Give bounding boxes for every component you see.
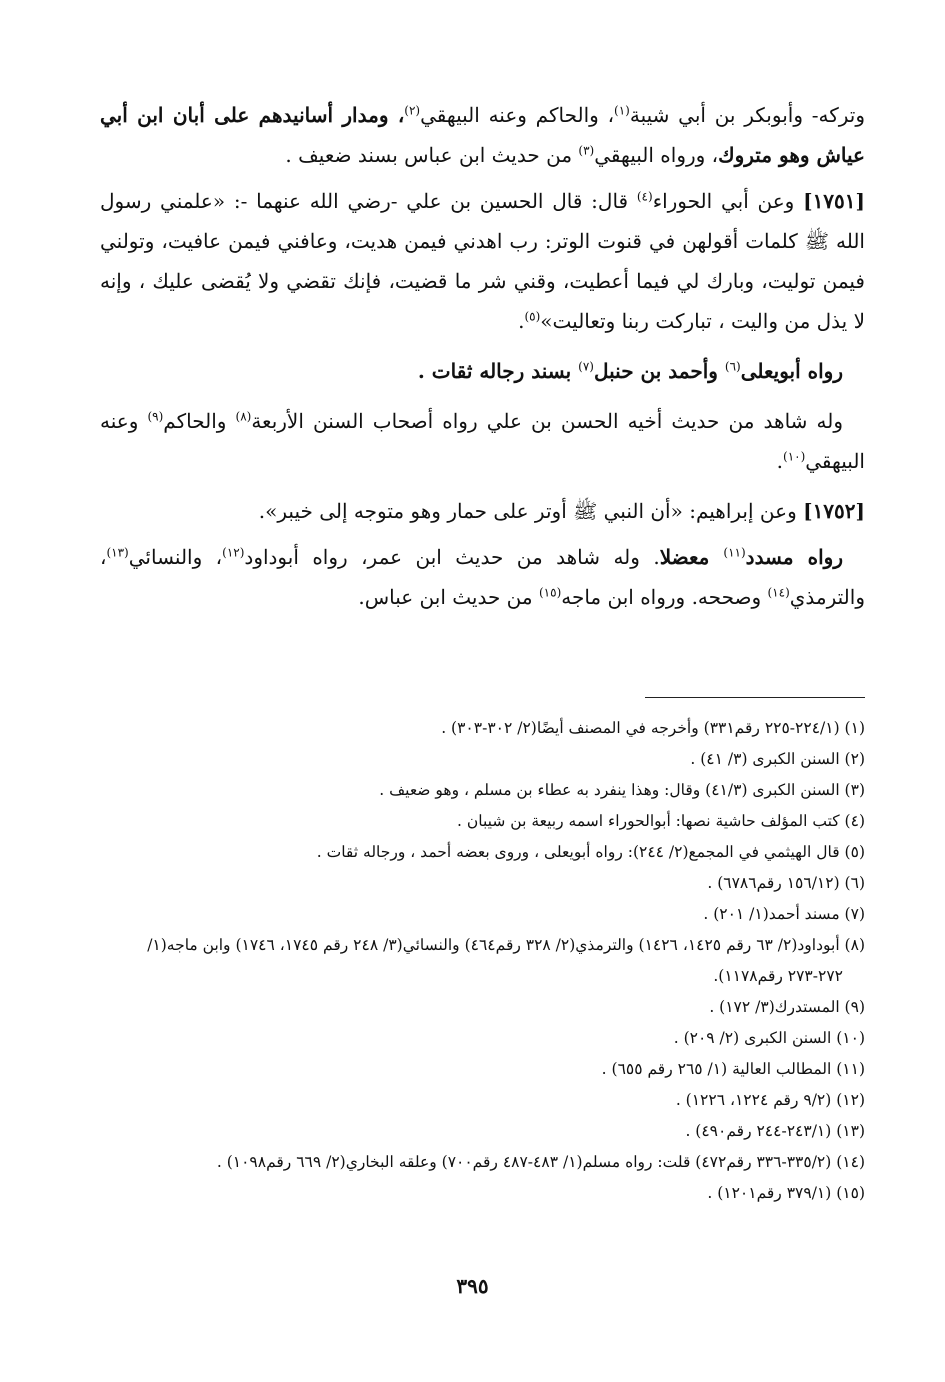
footnote-ref: (٤) — [636, 189, 653, 204]
hadith-number: [١٧٥٢] — [803, 499, 865, 523]
text: . وله شاهد من حديث ابن عمر، رواه أبوداود — [244, 545, 660, 569]
text: والحاكم — [163, 409, 236, 433]
footnote-13: (١٣) (٢٤٣/١-٢٤٤ رقم٤٩٠) . — [685, 1122, 865, 1140]
bold-text: معضلا — [659, 545, 724, 569]
paragraph-1752 — [100, 491, 865, 531]
page-number: ٣٩٥ — [456, 1274, 489, 1298]
footnote-4: (٤) كتب المؤلف حاشية نصها: أبوالحوراء اسمه ربيعة بن شيبان . — [457, 812, 865, 830]
footnote-ref: (١٤) — [767, 585, 790, 600]
footnote-1: (١) (٢٢٤/١-٢٢٥ رقم٣٣١) وأخرجه في المصنف أيضًا(٢/ ٣٠٢-٣٠٣) . — [441, 719, 865, 737]
footnote-8: (٨) أبوداود(٢/ ٦٣ رقم ١٤٢٥، ١٤٢٦) والترمذي(٢/ ٣٢٨ رقم٤٦٤) والنسائي(٣/ ٢٤٨ رقم ١٧٤٥، ١٧٤٦) وابن ماجه(١/ ٢٧٢-٢٧٣ رقم١١٧٨). — [147, 936, 865, 985]
footnote-11: (١١) المطالب العالية (١/ ٢٦٥ رقم ٦٥٥) . — [601, 1060, 865, 1078]
footnote-ref: (١) — [614, 103, 630, 118]
bold-text: ، ومدار أسانيدهم على أبان ابن أبي عياش وهو متروك — [100, 103, 865, 167]
footnote-ref: (١٠) — [783, 449, 806, 464]
text: وعن إبراهيم: «أن النبي ﷺ أوتر على حمار وهو متوجه إلى خيبر». — [258, 499, 804, 523]
paragraph-1751 — [100, 181, 865, 341]
footnote-15: (١٥) (٣٧٩/١ رقم١٢٠١) . — [707, 1184, 865, 1202]
footnote-ref: (٢) — [404, 103, 421, 118]
text: وتركه- وأبوبكر بن أبي شيبة — [629, 103, 865, 127]
text: . — [518, 309, 525, 333]
footnote-10: (١٠) السنن الكبرى (٢/ ٢٠٩) . — [673, 1029, 865, 1047]
text: ، ورواه البيهقي — [594, 143, 719, 167]
footnote-5: (٥) قال الهيثمي في المجمع(٢/ ٢٤٤): رواه أبويعلى ، وروى بعضه أحمد ، ورجاله ثقات . — [316, 843, 865, 861]
hadith-number: [١٧٥١] — [803, 189, 865, 213]
footnote-7: (٧) مسند أحمد(١/ ٢٠١) . — [703, 905, 865, 923]
footnote-14: (١٤) (٣٣٥/٢-٣٣٦ رقم٤٧٢) قلت: رواه مسلم(١/ ٤٨٣-٤٨٧ رقم٧٠٠) وعلقه البخاري(٢/ ٦٦٩ رقم١٠٩٨) . — [216, 1153, 865, 1171]
footnote-3: (٣) السنن الكبرى (٤١/٣) وقال: وهذا ينفرد به عطاء بن مسلم ، وهو ضعيف . — [379, 781, 865, 799]
text: وعن أبي الحوراء — [652, 189, 804, 213]
footnote-ref: (١٥) — [538, 585, 562, 600]
footnote-ref: (٣) — [578, 143, 595, 158]
footnotes — [100, 713, 865, 1209]
text: وعنه البيهقي — [100, 409, 865, 473]
footnote-ref: (٩) — [147, 409, 164, 424]
footnote-ref: (٥) — [524, 309, 541, 324]
paragraph-1 — [100, 95, 865, 175]
footnote-ref: (١١) — [723, 545, 746, 560]
bold-text: وأحمد بن حنبل — [593, 359, 725, 383]
text: ، والحاكم وعنه البيهقي — [420, 103, 615, 127]
text: ، والترمذي — [100, 545, 865, 609]
text: . — [776, 449, 783, 473]
text: قال: قال الحسين بن علي -رضي الله عنهما -: «علمني رسول الله ﷺ كلمات أقولهن في قنوت الوتر: رب اهدني فيمن هديت، وعافني فيمن عافيت، وتولني فيمن توليت، وبارك لي فيما أعطيت، وقني شر ما قضيت، فإنك تقضي ولا يُقضى عليك ، وإنه لا يذل من واليت ، تباركت ربنا وتعاليت» — [100, 189, 865, 333]
bold-text: بسند رجاله ثقات . — [417, 359, 579, 383]
main-text — [100, 95, 865, 619]
text: وصححه. ورواه ابن ماجه — [561, 585, 768, 609]
text: من حديث ابن عباس. — [358, 585, 539, 609]
footnote-2: (٢) السنن الكبرى (٣/ ٤١) . — [690, 750, 865, 768]
footnote-ref: (١٢) — [222, 545, 245, 560]
footnote-ref: (٨) — [235, 409, 252, 424]
footnote-6: (٦) (١٥٦/١٢ رقم٦٧٨٦) . — [707, 874, 865, 892]
footnote-9: (٩) المستدرك(٣/ ١٧٢) . — [709, 998, 865, 1016]
paragraph-6 — [100, 537, 865, 617]
footnote-ref: (٧) — [578, 359, 594, 374]
paragraph-4 — [100, 401, 865, 481]
footnote-ref: (١٣) — [106, 545, 129, 560]
paragraph-3 — [100, 351, 865, 391]
bold-text: رواه أبويعلى — [740, 359, 843, 383]
text: ، والنسائي — [128, 545, 223, 569]
bold-text: رواه مسدد — [745, 545, 843, 569]
text: من حديث ابن عباس بسند ضعيف . — [285, 143, 579, 167]
footnote-ref: (٦) — [724, 359, 741, 374]
text: وله شاهد من حديث أخيه الحسن بن علي رواه أصحاب السنن الأربعة — [251, 409, 843, 433]
footnote-divider — [645, 697, 865, 698]
footnote-12: (١٢) (٩/٢ رقم ١٢٢٤، ١٢٢٦) . — [675, 1091, 865, 1109]
